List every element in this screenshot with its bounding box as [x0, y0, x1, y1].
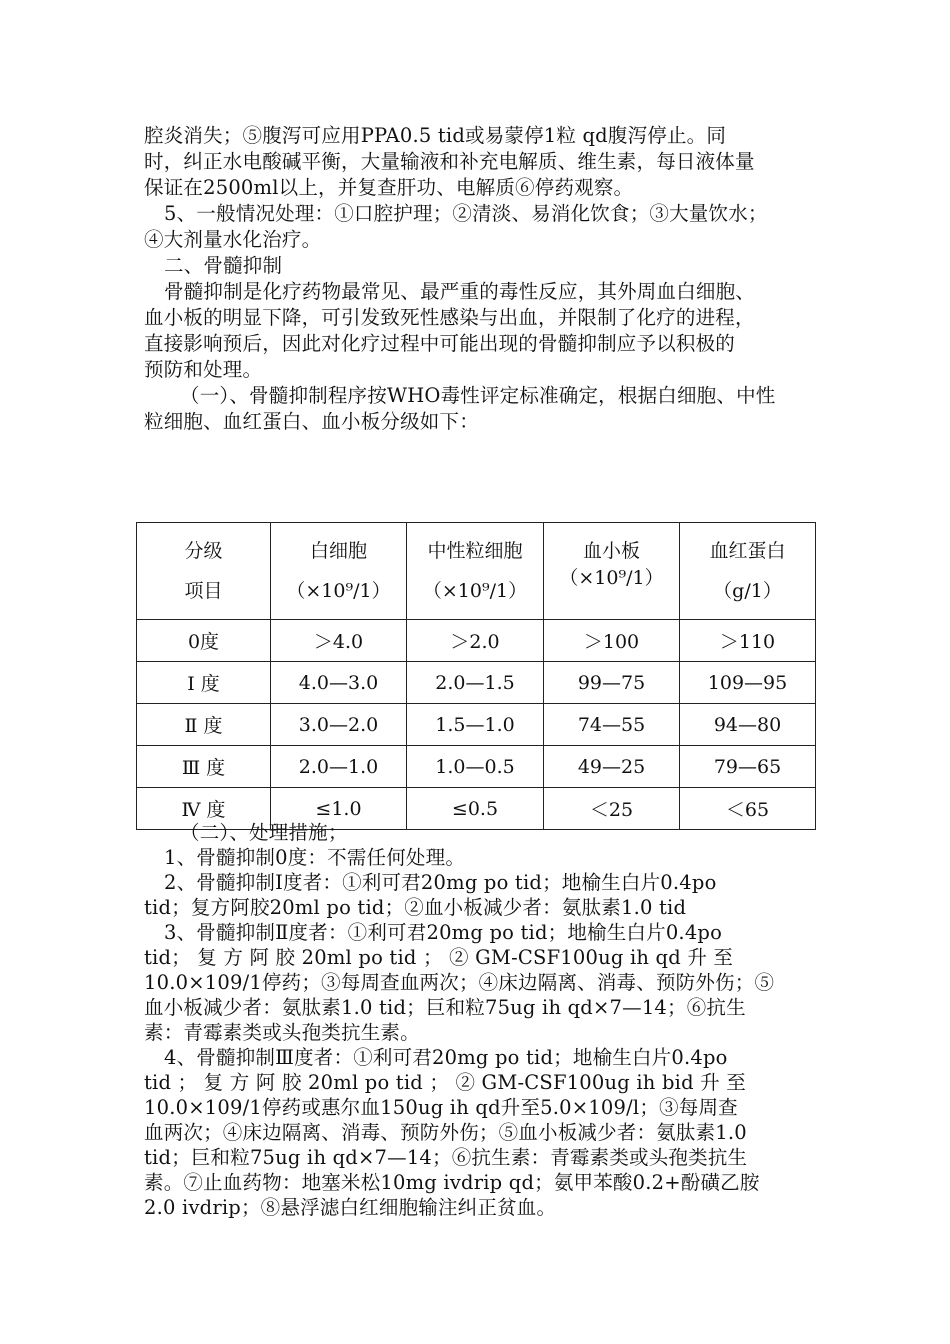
text-line: 血小板的明显下降，可引发致死性感染与出血，并限制了化疗的进程，: [144, 306, 755, 329]
text-line: 直接影响预后，因此对化疗过程中可能出现的骨髓抑制应予以积极的: [144, 332, 736, 355]
table-cell: 99—75: [544, 662, 680, 704]
table-cell: 109—95: [680, 662, 816, 704]
text-line: 时，纠正水电酸碱平衡，大量输液和补充电解质、维生素，每日液体量: [144, 150, 755, 173]
section-heading: （二）、处理措施；: [180, 821, 348, 844]
table-cell: Ⅱ 度: [137, 704, 271, 746]
table-cell: Ⅳ 度: [137, 788, 271, 830]
text-line: 10.0×109/1停药或惠尔血150ug ih qd升至5.0×109/l；③每周查: [144, 1096, 738, 1119]
table-cell: ≤0.5: [407, 788, 544, 830]
table-cell: Ⅲ 度: [137, 746, 271, 788]
text-line: 保证在2500ml以上，并复查肝功、电解质⑥停药观察。: [144, 176, 634, 199]
section-heading: 二、骨髓抑制: [164, 254, 283, 277]
text-line: 2.0 ivdrip；⑧悬浮滤白红细胞输注纠正贫血。: [144, 1196, 557, 1219]
text-line: ④大剂量水化治疗。: [144, 228, 322, 251]
text-line: 10.0×109/1停药；③每周查血两次；④床边隔离、消毒、预防外伤；⑤: [144, 971, 775, 994]
header-cell: 分级 项目: [137, 523, 271, 620]
table-cell: ＞2.0: [407, 620, 544, 662]
text-line: 素。⑦止血药物：地塞米松10mg ivdrip qd；氨甲苯酸0.2+酚磺乙胺: [144, 1171, 760, 1194]
text-line: 血小板减少者：氨肽素1.0 tid；巨和粒75ug ih qd×7—14；⑥抗生: [144, 996, 746, 1019]
text-line: 腔炎消失；⑤腹泻可应用PPA0.5 tid或易蒙停1粒 qd腹泻停止。同: [144, 124, 727, 147]
text-line: 预防和处理。: [144, 358, 263, 381]
table-cell: ＜65: [680, 788, 816, 830]
table-cell: ≤1.0: [271, 788, 407, 830]
bone-marrow-grading-table: [136, 522, 816, 830]
text-line: 素：青霉素类或头孢类抗生素。: [144, 1021, 420, 1044]
table-cell: 79—65: [680, 746, 816, 788]
text-line: 1、骨髓抑制0度：不需任何处理。: [164, 846, 466, 869]
header-cell: 血小板 （×10⁹/1）: [544, 523, 680, 620]
table-cell: 74—55: [544, 704, 680, 746]
table-cell: 1.5—1.0: [407, 704, 544, 746]
table-row: [137, 662, 816, 704]
text-line: tid ； 复 方 阿 胶 20ml po tid ； ② GM-CSF100ug ih bid 升 至: [144, 1071, 746, 1094]
text-line: 血两次；④床边隔离、消毒、预防外伤；⑤血小板减少者：氨肽素1.0: [144, 1121, 747, 1144]
table-cell: ＞110: [680, 620, 816, 662]
text-line: tid；巨和粒75ug ih qd×7—14；⑥抗生素：青霉素类或头孢类抗生: [144, 1146, 748, 1169]
table-row: [137, 704, 816, 746]
table-cell: 4.0—3.0: [271, 662, 407, 704]
table-cell: 2.0—1.5: [407, 662, 544, 704]
table-cell: 2.0—1.0: [271, 746, 407, 788]
header-cell: 中性粒细胞 （×10⁹/1）: [407, 523, 544, 620]
text-line: 4、骨髓抑制Ⅲ度者：①利可君20mg po tid；地榆生白片0.4po: [164, 1046, 728, 1069]
table-cell: ＞4.0: [271, 620, 407, 662]
table-row: [137, 620, 816, 662]
text-line: （一）、骨髓抑制程序按WHO毒性评定标准确定，根据白细胞、中性: [180, 384, 776, 407]
table-cell: ＜25: [544, 788, 680, 830]
text-line: 5、一般情况处理：①口腔护理；②清淡、易消化饮食；③大量饮水；: [164, 202, 768, 225]
header-cell: 白细胞 （×10⁹/1）: [271, 523, 407, 620]
table-cell: 3.0—2.0: [271, 704, 407, 746]
table-cell: 1.0—0.5: [407, 746, 544, 788]
table-cell: Ⅰ 度: [137, 662, 271, 704]
table-header-row: [137, 523, 816, 620]
text-line: tid； 复 方 阿 胶 20ml po tid ； ② GM-CSF100ug ih qd 升 至: [144, 946, 734, 969]
text-line: 骨髓抑制是化疗药物最常见、最严重的毒性反应，其外周血白细胞、: [164, 280, 756, 303]
table-cell: 49—25: [544, 746, 680, 788]
text-line: 粒细胞、血红蛋白、血小板分级如下：: [144, 410, 479, 433]
table-cell: 94—80: [680, 704, 816, 746]
header-cell: 血红蛋白 （g/1）: [680, 523, 816, 620]
text-line: tid；复方阿胶20ml po tid；②血小板减少者：氨肽素1.0 tid: [144, 896, 687, 919]
table-row: [137, 746, 816, 788]
table-cell: ＞100: [544, 620, 680, 662]
text-line: 3、骨髓抑制Ⅱ度者：①利可君20mg po tid；地榆生白片0.4po: [164, 921, 723, 944]
table-cell: 0度: [137, 620, 271, 662]
text-line: 2、骨髓抑制Ⅰ度者：①利可君20mg po tid；地榆生白片0.4po: [164, 871, 717, 894]
